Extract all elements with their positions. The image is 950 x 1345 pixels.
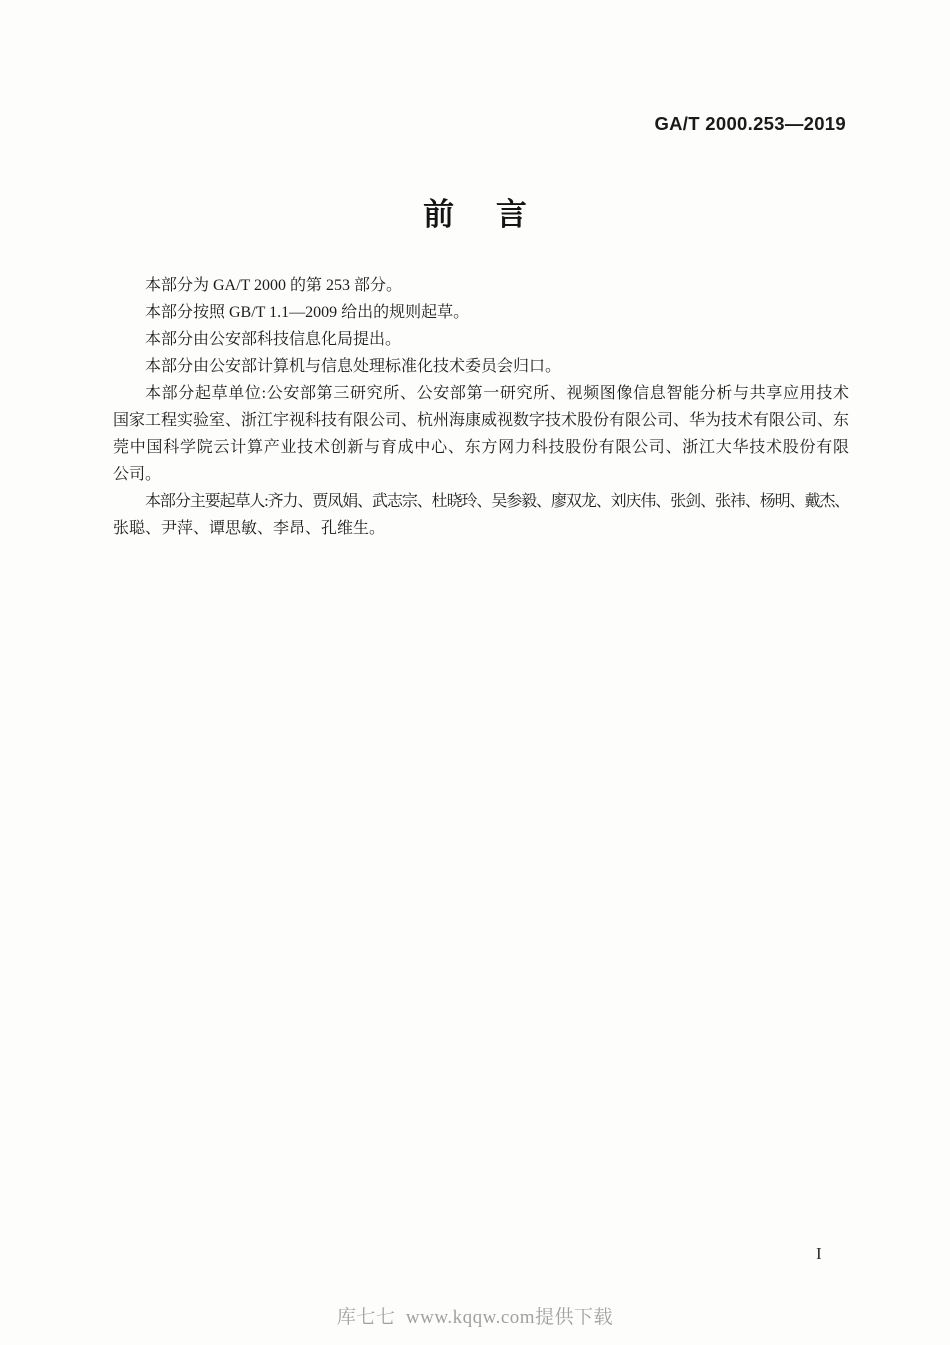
paragraph-drafting-organizations-line: 莞中国科学院云计算产业技术创新与育成中心、东方网力科技股份有限公司、浙江大华技术股份有限	[113, 439, 849, 456]
paragraph-proposed-by-line: 本部分由公安部科技信息化局提出。	[145, 331, 402, 348]
paragraph-main-drafters-line: 本部分主要起草人:齐力、贾凤娟、武志宗、杜晓玲、吴参毅、廖双龙、刘庆伟、张剑、张祎、杨明、戴杰、	[145, 493, 849, 510]
paragraph-main-drafters-line: 张聪、尹萍、谭思敏、李昂、孔维生。	[113, 520, 386, 537]
page-title: 前言	[423, 197, 569, 232]
page-number: I	[816, 1244, 822, 1263]
paragraph-scope-line: 本部分为 GA/T 2000 的第 253 部分。	[145, 277, 403, 294]
paragraph-drafting-organizations-line: 本部分起草单位:公安部第三研究所、公安部第一研究所、视频图像信息智能分析与共享应用技术	[145, 385, 849, 402]
watermark-download-note: 库七七 www.kqqw.com提供下载	[336, 1307, 614, 1328]
paragraph-drafting-rules-line: 本部分按照 GB/T 1.1—2009 给出的规则起草。	[145, 304, 470, 321]
paragraph-drafting-organizations-line: 公司。	[113, 466, 162, 483]
foreword-body	[113, 272, 849, 542]
paragraph-drafting-organizations-line: 国家工程实验室、浙江宇视科技有限公司、杭州海康威视数字技术股份有限公司、华为技术有限公司、东	[113, 412, 850, 429]
paragraph-centralized-by-line: 本部分由公安部计算机与信息处理标准化技术委员会归口。	[145, 358, 562, 375]
standard-number: GA/T 2000.253—2019	[654, 113, 846, 134]
